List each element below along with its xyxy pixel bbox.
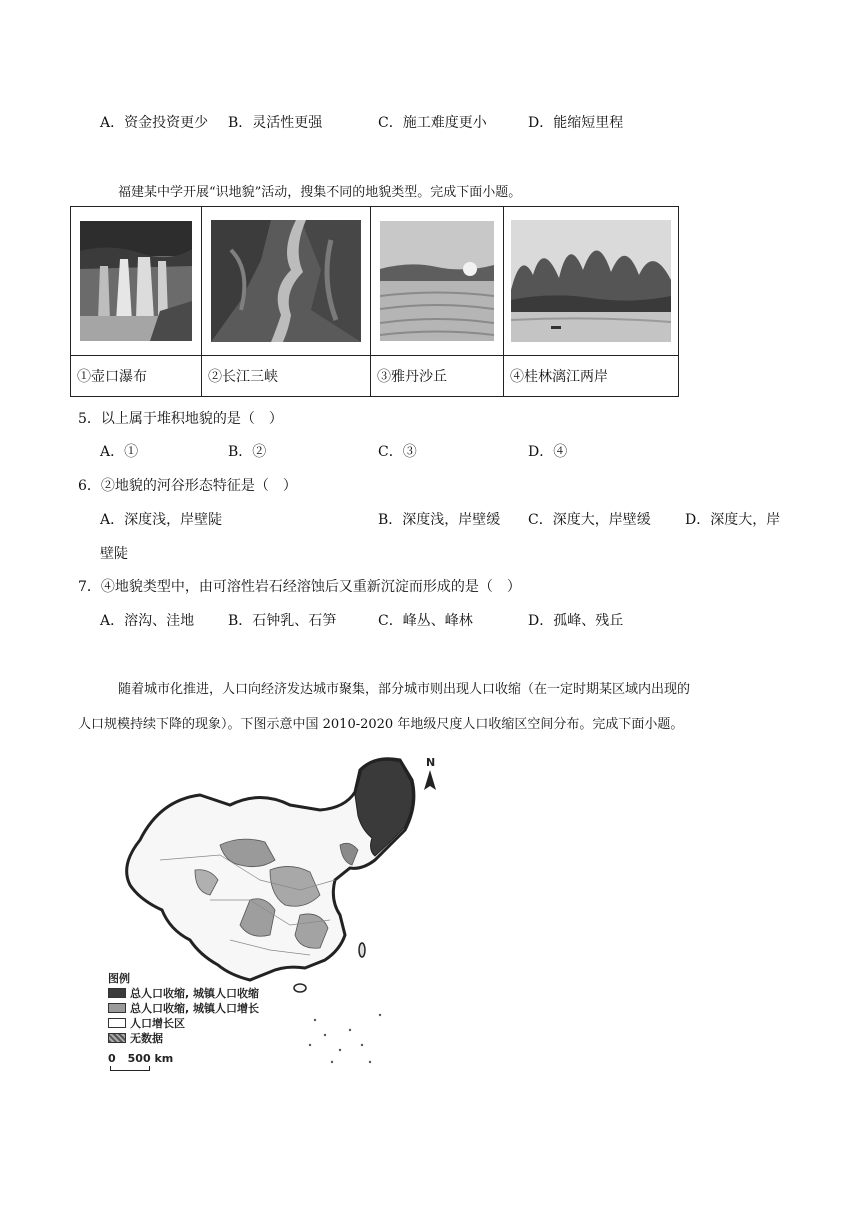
legend-item-1 [108,985,259,1000]
legend-item-3 [108,1015,259,1030]
q4-option-b[interactable]: B．灵活性更强 [228,115,323,131]
q6-stem: 6．②地貌的河谷形态特征是（ ） [78,478,297,494]
q7-option-d[interactable]: D．孤峰、残丘 [528,613,624,629]
scale-bar-line [110,1066,150,1071]
q7-stem: 7．④地貌类型中，由可溶性岩石经溶蚀后又重新沉淀而形成的是（ ） [78,579,521,595]
q6-option-d-wrap: 壁陡 [100,546,128,562]
q7-option-b[interactable]: B．石钟乳、石笋 [228,613,337,629]
karst-peaks-photo-icon [511,220,671,342]
map-legend [108,970,259,1071]
q4-option-d[interactable]: D．能缩短里程 [528,115,624,131]
scale-zero: 0 [108,1052,116,1065]
scale-label: 500 km [127,1052,174,1065]
north-label: N [426,756,436,769]
q6-option-a[interactable]: A．深度浅，岸壁陡 [100,512,223,528]
q5-stem: 5．以上属于堆积地貌的是（ ） [78,411,283,427]
gorge-photo-icon [211,220,361,342]
q5-option-a[interactable]: A．① [100,444,139,460]
landform-table [70,206,679,397]
waterfall-photo-icon [80,221,192,341]
q7-option-c[interactable]: C．峰丛、峰林 [378,613,473,629]
landform-caption-3: ③雅丹沙丘 [371,356,504,397]
legend-swatch-white [108,1018,126,1028]
q6-option-c[interactable]: C．深度大，岸壁缓 [528,512,651,528]
landform-cell-4 [504,207,679,356]
legend-swatch-hatched [108,1033,126,1043]
q5-option-d[interactable]: D．④ [528,444,568,460]
landform-cell-1 [71,207,202,356]
landform-cell-2 [202,207,371,356]
q7-option-a[interactable]: A．溶沟、洼地 [100,613,195,629]
landform-cell-3 [371,207,504,356]
intro-population-line1: 随着城市化推进，人口向经济发达城市聚集，部分城市则出现人口收缩（在一定时期某区域内出现的 [118,682,691,697]
q6-option-d[interactable]: D．深度大，岸 [685,512,781,528]
intro-population-line2: 人口规模持续下降的现象）。下图示意中国 2010-2020 年地级尺度人口收缩区空间分布。完成下面小题。 [78,717,684,732]
legend-swatch-grey [108,1003,126,1013]
legend-item-4 [108,1030,259,1045]
landform-caption-1: ①壶口瀑布 [71,356,202,397]
q4-option-c[interactable]: C．施工难度更小 [378,115,487,131]
legend-item-2 [108,1000,259,1015]
legend-label-3: 人口增长区 [130,1016,185,1030]
q5-option-b[interactable]: B．② [228,444,267,460]
q6-option-b[interactable]: B．深度浅，岸壁缓 [378,512,501,528]
dune-photo-icon [380,221,494,341]
landform-caption-2: ②长江三峡 [202,356,371,397]
q5-option-c[interactable]: C．③ [378,444,417,460]
q4-option-a[interactable]: A．资金投资更少 [100,115,209,131]
scale-bar [108,1051,259,1066]
legend-label-2: 总人口收缩, 城镇人口增长 [130,1001,260,1015]
legend-label-1: 总人口收缩, 城镇人口收缩 [130,986,260,1000]
landform-caption-4: ④桂林漓江两岸 [504,356,679,397]
legend-title: 图例 [108,971,130,985]
north-arrow-icon [424,770,436,790]
intro-landforms: 福建某中学开展“识地貌”活动，搜集不同的地貌类型。完成下面小题。 [118,185,522,200]
legend-label-4: 无数据 [130,1031,163,1045]
legend-swatch-dark [108,988,126,998]
